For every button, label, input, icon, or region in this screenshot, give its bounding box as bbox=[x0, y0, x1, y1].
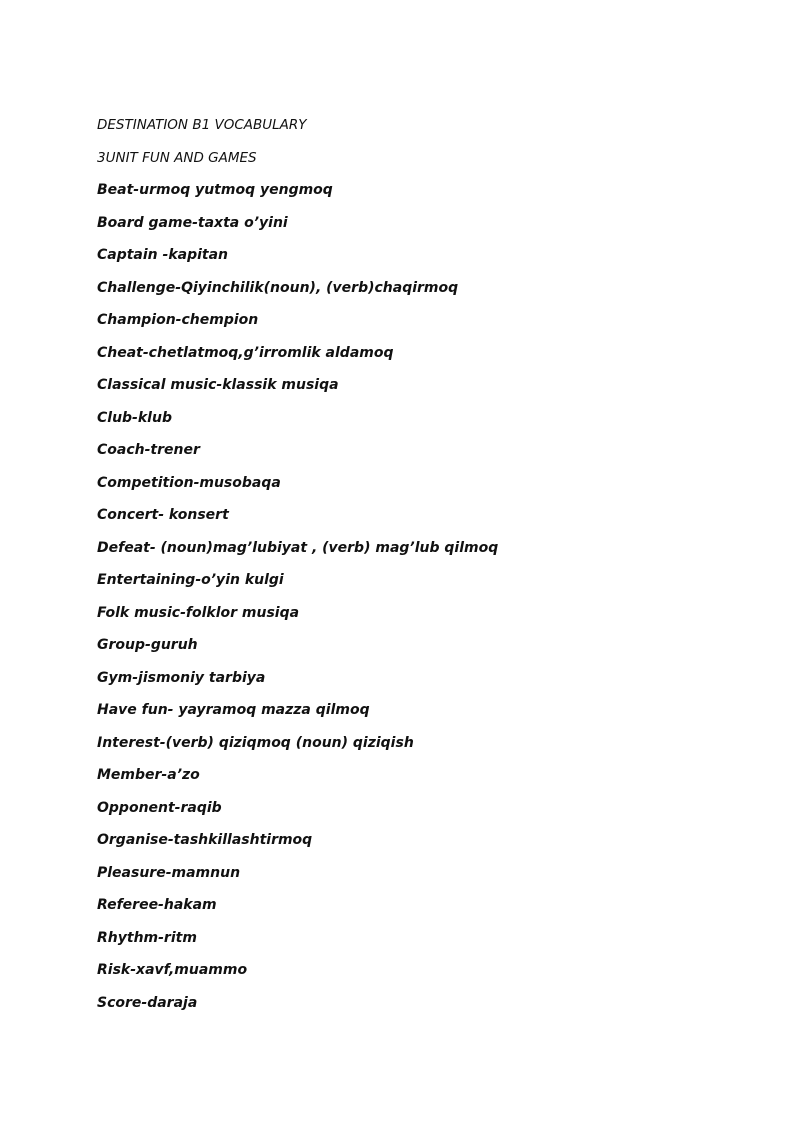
document-title: DESTINATION B1 VOCABULARY bbox=[97, 117, 307, 133]
vocab-entry: Group-guruh bbox=[97, 637, 198, 653]
vocab-entry: Have fun- yayramoq mazza qilmoq bbox=[97, 702, 370, 718]
vocab-entry: Board game-taxta o’yini bbox=[97, 214, 288, 231]
vocab-entry: Interest-(verb) qiziqmoq (noun) qiziqish bbox=[97, 734, 414, 751]
unit-heading: 3UNIT FUN AND GAMES bbox=[97, 149, 257, 166]
vocab-entry: Organise-tashkillashtirmoq bbox=[97, 832, 313, 848]
vocab-entry: Beat-urmoq yutmoq yengmoq bbox=[97, 182, 333, 198]
vocab-entry: Gym-jismoniy tarbiya bbox=[97, 669, 266, 686]
vocab-entry: Risk-xavf,muammo bbox=[97, 962, 248, 978]
vocab-entry: Referee-hakam bbox=[97, 897, 217, 913]
vocab-entry: Champion-chempion bbox=[97, 312, 259, 328]
vocab-entry: Cheat-chetlatmoq,g’irromlik aldamoq bbox=[97, 344, 394, 361]
vocab-entry: Rhythm-ritm bbox=[97, 929, 197, 946]
vocab-entry: Captain -kapitan bbox=[97, 247, 229, 263]
vocab-entry: Member-a’zo bbox=[97, 767, 200, 783]
vocab-entry: Defeat- (noun)mag’lubiyat , (verb) mag’lub qilmoq bbox=[97, 539, 499, 556]
vocab-entry: Challenge-Qiyinchilik(noun), (verb)chaqirmoq bbox=[97, 279, 459, 296]
vocab-entry: Score-daraja bbox=[97, 994, 198, 1011]
vocab-entry: Coach-trener bbox=[97, 442, 200, 458]
document-page bbox=[97, 115, 777, 1025]
vocab-entry: Classical music-klassik musiqa bbox=[97, 377, 339, 393]
vocab-entry: Entertaining-o’yin kulgi bbox=[97, 572, 284, 588]
vocab-entry: Concert- konsert bbox=[97, 507, 229, 523]
vocab-entry: Club-klub bbox=[97, 409, 172, 426]
vocab-entry: Competition-musobaqa bbox=[97, 474, 281, 491]
vocab-entry: Folk music-folklor musiqa bbox=[97, 604, 300, 621]
vocab-entry: Pleasure-mamnun bbox=[97, 864, 241, 881]
vocab-entry: Opponent-raqib bbox=[97, 799, 222, 816]
